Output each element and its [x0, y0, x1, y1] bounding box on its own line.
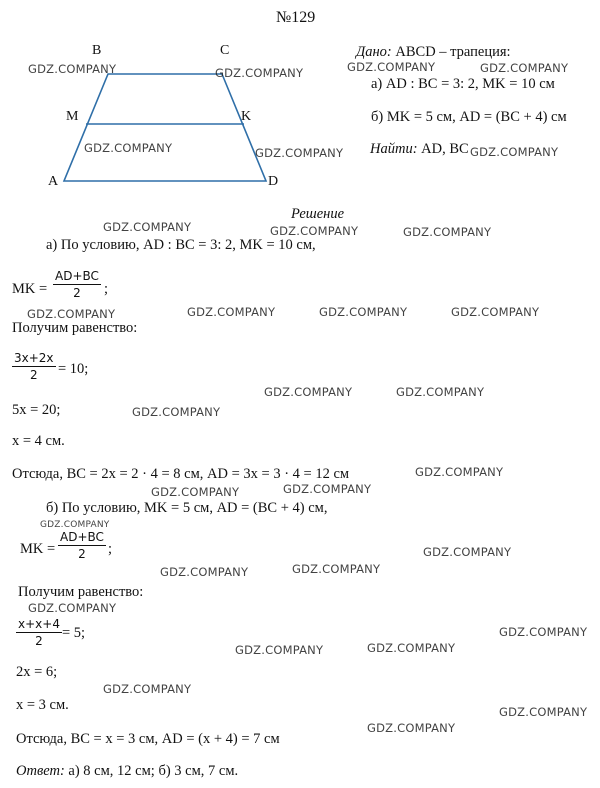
answer-text: а) 8 см, 12 см; б) 3 см, 7 см.	[64, 763, 239, 779]
given-label: Дано:	[356, 44, 392, 60]
vertex-label-k: K	[241, 109, 252, 124]
part-a-mk-prefix: MK =	[12, 281, 48, 297]
fraction-numerator: 3x+2x	[14, 351, 54, 365]
part-b-result: Отсюда, BC = x = 3 см, AD = (x + 4) = 7 см	[16, 731, 280, 747]
problem-number: №129	[276, 9, 316, 26]
watermark: GDZ.COMPANY	[423, 545, 512, 559]
fraction-numerator: AD+BC	[60, 530, 104, 544]
answer-line	[16, 763, 238, 780]
part-b-condition: б) По условию, MK = 5 см, AD = (BC + 4) см,	[46, 500, 328, 516]
watermark: GDZ.COMPANY	[499, 625, 588, 639]
part-b-get-equality: Получим равенство:	[18, 584, 144, 600]
part-b-eq-fraction	[16, 618, 62, 647]
given-line	[356, 44, 511, 61]
watermark: GDZ.COMPANY	[255, 146, 344, 160]
vertex-label-m: M	[66, 109, 79, 124]
find-label: Найти:	[370, 141, 418, 157]
watermark: GDZ.COMPANY	[270, 224, 359, 238]
part-b-mk-prefix: MK =	[20, 541, 56, 557]
find-line	[370, 141, 469, 158]
watermark: GDZ.COMPANY	[403, 225, 492, 239]
vertex-label-b: B	[92, 43, 102, 58]
watermark: GDZ.COMPANY	[415, 465, 504, 479]
watermark: GDZ.COMPANY	[84, 141, 173, 155]
part-b-mk-suffix: ;	[108, 541, 113, 557]
watermark: GDZ.COMPANY	[264, 385, 353, 399]
watermark: GDZ.COMPANY	[367, 641, 456, 655]
vertex-label-d: D	[268, 174, 279, 189]
watermark: GDZ.COMPANY	[451, 305, 540, 319]
watermark: GDZ.COMPANY	[367, 721, 456, 735]
watermark: GDZ.COMPANY	[319, 305, 408, 319]
watermark: GDZ.COMPANY	[103, 220, 192, 234]
part-b-mk-fraction	[58, 531, 106, 560]
part-b-eq-rhs: = 5;	[62, 625, 86, 641]
watermark: GDZ.COMPANY	[292, 562, 381, 576]
part-a-condition: а) По условию, AD : BC = 3: 2, MK = 10 см,	[46, 237, 316, 253]
solution-heading: Решение	[291, 206, 345, 222]
part-a-eq-fraction	[12, 352, 56, 381]
part-a-step-2: x = 4 см.	[12, 433, 65, 449]
watermark: GDZ.COMPANY	[470, 145, 559, 159]
watermark: GDZ.COMPANY	[187, 305, 276, 319]
watermark: GDZ.COMPANY	[160, 565, 249, 579]
part-a-mk-fraction	[53, 270, 101, 299]
watermark: GDZ.COMPANY	[235, 643, 324, 657]
part-b-step-2: x = 3 см.	[16, 697, 69, 713]
watermark: GDZ.COMPANY	[480, 61, 569, 75]
vertex-label-c: C	[220, 43, 230, 58]
watermark: GDZ.COMPANY	[396, 385, 485, 399]
part-a-eq-rhs: = 10;	[58, 361, 89, 377]
part-b-step-1: 2x = 6;	[16, 664, 58, 680]
fraction-denominator: 2	[29, 368, 38, 382]
given-a: а) AD : BC = 3: 2, MK = 10 см	[371, 76, 555, 92]
part-a-get-equality: Получим равенство:	[12, 320, 138, 336]
watermark: GDZ.COMPANY	[347, 60, 436, 74]
watermark: GDZ.COMPANY	[499, 705, 588, 719]
fraction-denominator: 2	[35, 634, 43, 648]
fraction-denominator: 2	[73, 286, 81, 300]
watermark: GDZ.COMPANY	[28, 601, 117, 615]
fraction-numerator: x+x+4	[18, 617, 60, 631]
answer-label: Ответ:	[16, 763, 65, 779]
watermark: GDZ.COMPANY	[28, 62, 117, 76]
given-b: б) MK = 5 см, AD = (BC + 4) см	[371, 109, 567, 125]
vertex-label-a: A	[48, 174, 59, 189]
part-a-step-1: 5x = 20;	[12, 402, 61, 418]
watermark: GDZ.COMPANY	[215, 66, 304, 80]
watermark: GDZ.COMPANY	[27, 307, 116, 321]
watermark: GDZ.COMPANY	[40, 520, 110, 530]
given-text: ABCD – трапеция:	[391, 44, 511, 60]
part-a-mk-suffix: ;	[104, 281, 109, 297]
watermark: GDZ.COMPANY	[103, 682, 192, 696]
find-text: AD, BC	[417, 141, 469, 157]
fraction-denominator: 2	[78, 547, 86, 561]
watermark: GDZ.COMPANY	[283, 482, 372, 496]
fraction-numerator: AD+BC	[55, 269, 99, 283]
trapezoid-abcd	[64, 74, 266, 181]
watermark: GDZ.COMPANY	[151, 485, 240, 499]
part-a-result: Отсюда, BC = 2x = 2 · 4 = 8 см, AD = 3x = 3 · 4 = 12 см	[12, 466, 350, 482]
watermark: GDZ.COMPANY	[132, 405, 221, 419]
